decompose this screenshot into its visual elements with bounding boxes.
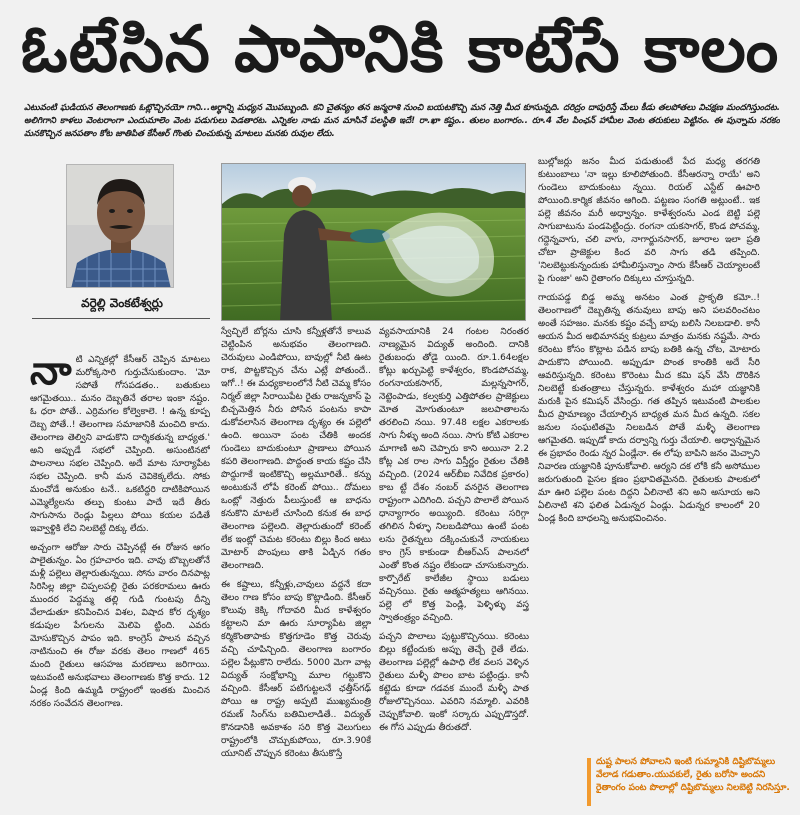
paragraph: పచ్చని పొలాలు పుట్టుకొచ్చినయి. కరెంటు బిల్లు కట్టేందుకు అప్పు తెచ్చే రైతే లేడు. తెలంగాణ పల్లెల్లో ఉపాధి లేక వలస వెళ్ళిన రైతులు మళ్ళీ పొలం బాట పట్టిండ్రు. కానీ కట్టెడు కూడా గడవక ముందే మళ్ళీ పాత రోజులొచ్చినయి. ఎవరిని నమ్మాలి. ఎవరికి చెప్పుకోవాలి. ఇంకో సర్కారు ఎప్పుడొస్తదో. ఈ గోస ఎప్పుడు తీరుతదో.	[379, 632, 529, 733]
headline: ఓటేసిన పాపానికి కాటేసే కాలం	[20, 13, 780, 87]
paragraph: అచ్చంగా ఆరోజు సారు చెప్పినట్లే ఈ రోజున ఆగం పాలైతున్నం. ఏం గ్రహచారం ఇది. చావు బొబ్బలతోనే మళ్లీ పల్లెలు తెల్లారుతున్నయి. సోను వారం దినపాట్ల సిరిసిల్ల జిల్లా చిప్పలపల్లి రైతు పరకరామలు ఊరు ముందర పెద్దమ్మ తల్లి గుడి గుంటపు దీన్ని వేలాడుతూ కనిపించిన విశల, విషాద కోర దృశ్యం కడుపుల పేగులను మెలిపె ట్టింది. ఎవరు మోసుకొచ్చిన పాపం ఇది. కాంగ్రెస్ పాలన వచ్చిన నాటినుంచి ఈ రోజు వరకు తెలం గాణలో 465 మంది రైతులు ఆసహజ మరణాలు జరిగాయి. ఇటువంటి అనుభవాలు తెలంగాణకు కొత్త కాదు. 12 ఏండ్ల కింది ఉమ్మడి రాష్ట్రంలో ఇంతకు మించిన నరకం సంవేదన తెలంగాణ.	[30, 543, 210, 709]
paragraph: గాయపడ్డ బిడ్డ అమ్మ అనటం ఎంత ప్రాకృతి కమో..! తెలంగాణలో దెబ్బతిన్న తనువులు బాపు అని పలవరించటం అంతే సహజం. మనకు కష్టం వచ్చే బాపు బలిసి నిలబడాలి. కానీ ఆయన మీద అభిమానవ్వ కుట్రలు మాత్రం మనకు నష్టమే. సారు కరెంటు కోసం కొట్లాట పడిన బాపు బతికి ఉన్న చోట, మోటారు పాదుకొని పోయింది. అప్పుడూ పొంత కాంతికి అదే సీరి ఆవరిస్తున్నది. కరెంటు కొరెంటు మీద కమి షన్ వేసి దొరికిన నిలబెట్టే కుతంత్రాలు చేస్తున్నరు. కాళేశ్వరం మహా యజ్ఞానికి మరుకి పైన కమిషన్ వేసింద్రు. గత తప్పిన ఇటువంటి పాలకుల మీద ప్రామాణ్యం చేయాల్సిన బాధ్యత మన మీద ఉన్నది. సకల జనుల సంఘటితమై నిలబడిన పోతే మళ్ళీ తెలంగాణ ఆగమైతది. ఇప్పుడో కాదు దర్వాన్ని గుర్తు చేయాలి. అధ్వాన్నమైన ఈ ప్రభావం రెండు న్నర ఏండ్లేనా. ఈ లోపు బాపిని జనం మెచ్చాని నివారణ యజ్ఞానికి పూనుకోవాలి. ఆర్యని దక లోకి కనీ అసోముల జరుగుతుంది పైసల క్షణం ప్రభావితమైనది. రైతులకు పాలకులో మా ఊరి పల్లెల పంట దిద్దని ఏలినాటి శని అని అసూయ అని ఏలినాటి శని ఫలిత ఏడున్నర ఏండ్లు. ఏడున్నర కాలంలో 20 ఏండ్ల కింది బాధలన్ని అనుభవించినం.	[538, 293, 760, 524]
author-byline: వర్దెల్లి వెంకటేశ్వర్లు	[81, 296, 163, 310]
article-column-3	[379, 326, 529, 808]
author-photo	[66, 164, 174, 288]
paragraph: ఈ కష్టాలు, కన్నీళ్లు,చావులు వద్దనే కదా తెలం గాణ కోసం బాపు కొట్లాడింది. కేసీఆర్ కొలువు కెక్కి గోదావరి మీద కాళేశ్వరం కట్టాలని మా ఊరు సూర్యాపేట జిల్లా కర్మికొంతాపాకు కొత్తగూడెం కొత్త చెరువు వచ్చి చూపిన్చింది. తెలంగాణ బంగారం పల్లెల పేట్లుకొని రాలేదు. 5000 మెగా వాట్ల విద్యుత్ సంక్షోభాన్ని మూల గట్టుకొని వచ్చింది. కేసీఆర్ పటిగుట్టలనే ఛత్తీస్‌గఢ్ పోయి ఆ రాష్ట్ర అప్పటి ముఖ్యమంత్రి రమణ్ సింగ్‌ను బతిమిలాడితే.. విద్యుత్ కొనడానికి అవకాశం సరి కొత్త వెలుగులు రాష్ట్రంలోకి చొచ్చుకుపోయి, రూ.3.90కే యూనిట్ చొప్పున కరెంటు తీసుకొస్తే	[221, 580, 371, 759]
drop-cap: నా	[30, 354, 72, 394]
article-column-2	[221, 326, 371, 808]
paragraph: స్వేచ్ఛిలే బోర్లను చూసి కన్నీళ్లతోనే కాలువ చెట్టింపిన అనుభవం తెలంగాణది. చెరువులు ఎండిపోయి, బావుల్లో నీటి ఊట రాక, పొట్టకొచ్చిన చేను ఎట్లే పోతుందే.. ఇగో..! ఈ మధ్యకాలంలోనే నీటి చెమ్మ కోసం నిర్మల్ జిల్లా సిరాయిపేట రైతు రాజన్నకాస్ పై బిచ్చమెత్తిన నీరు పోసిన పంటను కాపా డుకోవలాసిన తెలంగాణ దృశ్యం ఈ పల్లెలో ఉంది. అయినా పంట చేతికి అందక గుండెలు బాదుకుంటూ ప్రాణాలు పోయిన కపరి తెలంగాణది. పొద్దంత కాయ కష్టం చేసి పొద్దుగాకే ఇంటికొచ్చి అల్లమూరితే.. కన్ను అంటుకునే లోపే కరెంట్ పోయి.. దోమలు ఒంట్లో నెత్తురు పీలుస్తుంటే ఆ బాధను కనుకొని మాటలే చూసింది కనుక ఈ బాధ తెలంగాణ పల్లెలది. తెల్లారుతుందో కరెంట్ లేక ఇంట్లో చెమట కరెంటు బిల్లు కింద అటు మోటార్ పొంపులు తాకి ఏడ్చిన గతం తెలంగాణది.	[221, 327, 371, 571]
article-column-4	[538, 156, 760, 562]
paragraph: బుల్లోజర్లు జనం మీద పడుతుంటే పేద మధ్య తరగతి కుటుంబాలు 'నా ఇల్లు కూలిపోతుంది. కేసీఆరన్నా రాయే' అని గుండెలు బాదుకుంటు న్నయి. రియల్ ఎస్టేట్ ఊపారి పోయింది.కార్మిక జీవనం ఆగింది. పట్టణం సంగతి అట్లుంటే.. ఇక పల్లె జీవనం మరీ అధ్వాన్నం. కాళేశ్వరంను ఎండ బెట్టి పల్లె సాగుబాటును పండపెట్టింద్రు. రంగనా యకసాగర్, కొండ పోచమ్మ, గద్దెన్నవాగు, చలి వాగు, నాగార్జునసాగర్, జూరాల ఇలా ప్రతి చోటా ప్రాజెక్టుల కింద వరి సాగు తడి తప్పింది. 'నిలబెట్టుకున్నందుకు హామీలిస్తున్నాం సారు కేసీఆర్ చెయ్యాలంటే పై గుంజా' అని రైతాంగం దిక్కులు చూస్తున్నది.	[538, 157, 760, 284]
intro-paragraph: ఎటువంటి ఘడియన తెలంగాణకు ఓట్లొచ్చినయో గాని...అర్థాన్ని మధ్యన మొపబ్బుంది. కని చైతన్యం తన జన్మరాశి నుంచి బయటకొచ్చి మన నెత్తి మీద కూసున్నది. దరిద్రం దాపురిస్తే మేలు కీడు తలపోతలు విచక్షణ మందగిస్తుందట. అలిగిగాని కాళలు వెంటరాంగా ఎందుమాలెం వెంట పడుగులు పెడతారట. ఎన్నికల నాడు మన మాసినే పలస్థితి ఇదే! రా.ఖా కష్టం.. తులం బంగారం.. రూ.4 వేల పింఛన్ హామీల వెంట తరుకులు పెట్టినం. ఈ పున్నామ నరకం మనకొచ్చిన జనపతాం కోట జాతిపిత కేసీఆర్ గొంతు చించుకున్న మాటలు మనకు రువుల లేదు.	[24, 103, 780, 139]
paragraph: వ్యవసాయానికి 24 గంటల నిరంతర నాణ్యమైన విద్యుత్ అందింది. దానికి రైతుబంధు తోడై యింది. రూ.1.64లక్షల కోట్లు ఖర్చుపెట్టి కాళేశ్వరం, కొండపోచమ్మ, రంగనాయకసాగర్, మల్లన్నసాగర్, నెట్టెంపాడు, కల్వకుర్తి ఎత్తిపోతల ప్రాజెక్టులు మోత మోగుతుంటూ జలపాతాలను తరలించి నయి. 97.48 లక్షల ఎకరాలకు సాగు నీళ్ళు అంది నయి. సాగు కోటి ఎకరాల మాగాణి అని చెప్పారు కాని అయినా 2.2 కోట్ల ఎక రాల సాగు విస్తీర్ణం రైతుల చేతికి వచ్చింది. (2024 ఆర్‌బీఐ నివేదిక ప్రకారం) కాబ ట్టే దేశం నంబర్ వనరైన తెలంగాణ రాష్ట్రంగా ఎదిగింది. పచ్చని పొలాలే పోయిన ధాన్యాగారం అయ్యింది. కరెంటు సరిగ్గా తగిలిన నీళ్ళూ నిలబడిపోయి ఉంటే పంట లను రైతన్నలు దక్కించుకునే నాయకులు కాం గ్రెస్ కాకుండా బీఆర్‌ఎస్ పాలనలో ఎంతో కొంత నష్టం లేకుండా చూసుకున్నారు. కార్పొరేట్ కాలేజీల స్థాయి బడులు వచ్చినయి. రైతు ఆత్మహత్యలు ఆగినయి. పల్లె లో కొత్త పెండ్లి, పెళ్ళిళ్ళు వస్త్ర స్వాతంత్ర్యం వచ్చింది.	[379, 327, 529, 623]
paragraph: టి ఎన్నికల్లో కేసీఆర్ చెప్పిన మాటలు మరోక్కసారి గుర్తుచేసుకుందాం. 'మో సపోతే గోసపడతం.. బతుకులు ఆగమైతయి.. మనం దెబ్బతినే తరాల ఇంకా నష్టం. ఓ ధరా పోతే.. ఎర్రిమగల కోల్వెకాలె. ! ఉన్న కూప్ప దెబ్బ పోతే..! తెలంగాణ సమాజానికి మంచిది కాదు. తెలంగాణ తెల్విని వాడుకొని దార్శికతున్న బాధ్యత.' అని అప్పుడే సభలో చెప్పింది. అసుంటినటో పాలనాలు సభల చెప్పింది. అదే మాట సూర్యాపేట సభల చెప్పింది. కానీ మన చెవికెక్కలేదు. సోకు మంచోడే అనుకుం టనే.. ఒకటిద్దరి దాటికిపోయిన ఎమ్మెల్యేలను తల్పు కుంటు పాదే ఇదే తీరు సాగుసాను రెండ్లు పిల్లలు పోయి కయల పడితే ఇవ్వాళ్టికి లేచి నిలబెట్టే దిక్కు లేదు.	[30, 355, 210, 534]
farmer-watering-photo	[221, 163, 526, 321]
byline-divider	[32, 318, 210, 319]
callout-accent-bar	[587, 758, 591, 806]
photo-caption-callout: దుష్ట పాలన పోవాలని ఇంటి గుమ్మానికి దిష్టిబొమ్మలు వేలాడ గడుతాం.యువకులే, రైతు బరోసా అందని రైతాంగం పంట పొలాల్లో దిష్టిబొమ్మలు నిలబెట్టి నిరసిస్తూ.	[596, 757, 790, 793]
article-column-1	[30, 354, 210, 806]
